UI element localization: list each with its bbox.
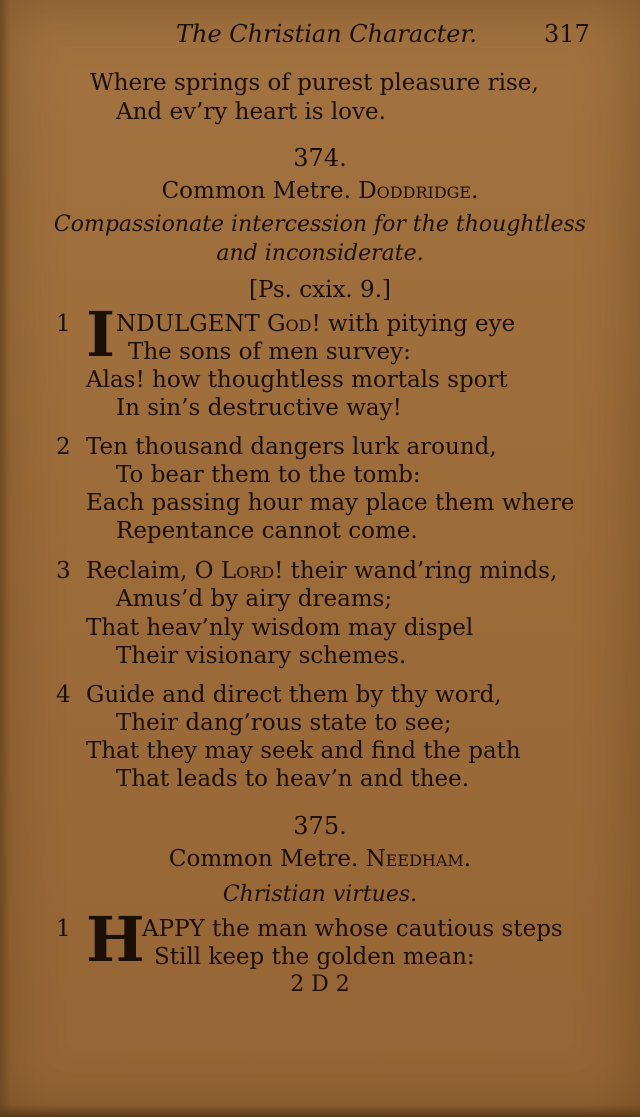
verse-line: Their dang’rous state to see; bbox=[116, 710, 452, 736]
metre: Common Metre. bbox=[168, 846, 366, 872]
author: Doddridge. bbox=[358, 178, 479, 204]
verse-line: Repentance cannot come. bbox=[116, 518, 418, 544]
verse-line bbox=[116, 313, 515, 336]
verse-line bbox=[86, 560, 557, 583]
verse-line: Each passing hour may place them where bbox=[86, 490, 575, 516]
divine-name: God bbox=[267, 311, 312, 337]
verse-line: Ten thousand dangers lurk around, bbox=[86, 434, 497, 460]
hymn-subtitle: Compassionate intercession for the thoughtless bbox=[53, 212, 587, 237]
hymn-metre-line bbox=[0, 180, 640, 203]
verse-line: Still keep the golden mean: bbox=[154, 944, 475, 970]
verse-line: In sin’s destructive way! bbox=[116, 395, 402, 421]
verse-text: NDULGENT bbox=[116, 311, 268, 337]
verse-line: Amus’d by airy dreams; bbox=[116, 586, 393, 612]
verse-text: ! their wand’ring minds, bbox=[274, 558, 558, 584]
author: Needham. bbox=[365, 846, 472, 872]
verse-line: Guide and direct them by thy word, bbox=[86, 682, 502, 708]
verse-line: That heav’nly wisdom may dispel bbox=[86, 615, 474, 641]
verse-line: APPY the man whose cautious steps bbox=[142, 916, 563, 942]
verse-number: 1 bbox=[56, 311, 71, 337]
verse-line: That they may seek and find the path bbox=[86, 738, 521, 764]
verse-line: The sons of men survey: bbox=[128, 339, 411, 365]
verse-text: ! with pitying eye bbox=[311, 311, 516, 337]
verse-line: Alas! how thoughtless mortals sport bbox=[86, 367, 508, 393]
metre: Common Metre. bbox=[161, 178, 359, 204]
prev-stanza-line: Where springs of purest pleasure rise, bbox=[90, 70, 539, 96]
verse-line: Their visionary schemes. bbox=[116, 643, 407, 669]
hymn-subtitle: Christian virtues. bbox=[222, 882, 418, 907]
signature-mark: 2 D 2 bbox=[290, 972, 350, 997]
verse-number: 4 bbox=[56, 682, 71, 708]
page-number: 317 bbox=[544, 20, 590, 48]
verse-number: 3 bbox=[56, 558, 71, 584]
page-bottom-edge bbox=[0, 1105, 640, 1117]
drop-cap: H bbox=[86, 903, 145, 976]
prev-stanza-line: And ev’ry heart is love. bbox=[116, 99, 386, 125]
verse-number: 2 bbox=[56, 434, 71, 460]
verse-line: That leads to heav’n and thee. bbox=[116, 766, 470, 792]
hymn-number: 374. bbox=[293, 144, 347, 172]
verse-line: To bear them to the tomb: bbox=[116, 462, 421, 488]
verse-text: Reclaim, O bbox=[86, 558, 221, 584]
scripture-reference: [Ps. cxix. 9.] bbox=[249, 277, 391, 303]
verse-number: 1 bbox=[56, 916, 71, 942]
hymn-metre-line bbox=[0, 848, 640, 871]
hymn-subtitle: and inconsiderate. bbox=[216, 241, 424, 266]
running-header-title: The Christian Character. bbox=[176, 20, 477, 48]
divine-name: Lord bbox=[220, 558, 275, 584]
hymn-number: 375. bbox=[293, 812, 347, 840]
drop-cap: I bbox=[86, 298, 116, 371]
